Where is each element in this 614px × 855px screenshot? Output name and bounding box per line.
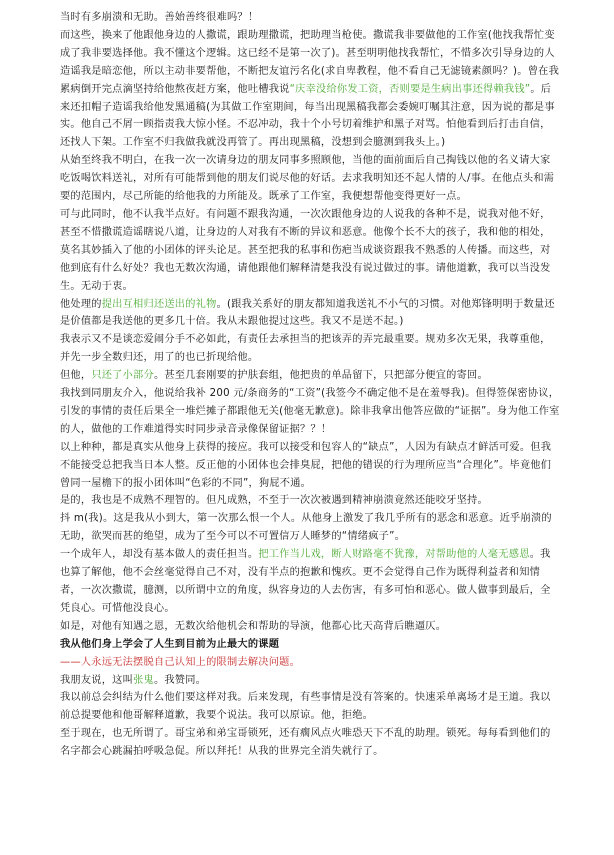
text-run: 。后来还扣帽子造谣我给他发黑通稿(为其做工作室期间，每当出现黑稿我都会委婉叮嘱其注意，因为说的都是事实。他自己不屑一顾指责我大惊小怪。不忍冲动，我十个小号切着维护和黑子对骂。怕他看到后打击自信，还找人下架。工作室不归我做我就没再管了。再出现黑稿，没想到会臆测到我头上。) <box>60 83 555 149</box>
text-run: 从始至终我不明白，在我一次一次请身边的朋友同事多照顾他，当他的面前面后自己掏钱以他的名义请大家吃饭喝饮料送礼，对所有可能帮到他的朋友们说尽他的好话。去求我明知还不起人情的人/事。在他点头和需要的范围内，尽己所能的给他我的力所能及。既承了工作室，我便想帮他变得更好一点。 <box>60 155 555 203</box>
paragraph <box>60 672 560 690</box>
paragraph <box>60 152 560 206</box>
paragraph <box>60 618 560 636</box>
text-run: 我以前总会纠结为什么他们要这样对我。后来发现，有些事情是没有答案的。快速采单离场才是王道。我以前总提要他和他哥解释道歉，我要个说法。我可以原谅。他，拒绝。 <box>60 692 551 722</box>
paragraph <box>60 492 560 510</box>
highlighted-text: “庆幸没给你发工资，否则要是生病出事还得赖我钱” <box>289 83 531 95</box>
text-run: 如是，对他有知遇之恩，无数次给他机会和帮助的导演，他都心比天高背后瞧逼仄。 <box>60 620 447 632</box>
paragraph <box>60 9 560 27</box>
lesson-quote: ——人永远无法摆脱自己认知上的限制去解决问题。 <box>60 656 301 668</box>
highlighted-text: 把工作当儿戏，断人财路毫不犹豫，对帮助他的人毫无感恩 <box>258 549 530 561</box>
paragraph <box>60 331 560 367</box>
text-run: 。我也算了解他，他不会丝毫觉得自己不对，没有半点的抱歉和愧疚。更不会觉得自己作为既得利益者和知情者，一次次撒谎，臆测，以所谓中立的角度，纵容身边的人去伤害，有多可怕和恶心。做人做事到最后，全凭良心。可惜他没良心。 <box>60 549 551 614</box>
paragraph <box>60 385 560 439</box>
text-run: 我表示又不是谈恋爱闹分手不必如此，有责任去承担当的把该弄的弄完最重要。规劝多次无果，我尊重他，并先一步全数归还，用了的也已折现给他。 <box>60 334 551 364</box>
text-run: 一个成年人，却没有基本做人的责任担当。 <box>60 549 259 561</box>
text-run: 他处理的 <box>60 298 102 310</box>
paragraph <box>60 296 560 332</box>
text-run: 。甚至几套刚要的护肤套组，他把贵的单品留下，只把部分便宜的寄回。 <box>153 370 488 382</box>
text-run: 。(跟我关系好的朋友都知道我送礼不小气的习惯。对他郑锋明明于数量还是价值都是我送他的更多几十倍。我从未跟他提过这些。我又不是送不起。) <box>60 298 555 328</box>
document-body <box>60 9 560 761</box>
paragraph <box>60 654 560 672</box>
paragraph <box>60 725 560 761</box>
paragraph <box>60 546 560 618</box>
paragraph <box>60 510 560 546</box>
text-run: 当时有多崩溃和无助。善始善终很难吗？！ <box>60 12 259 23</box>
text-run: 至于现在，也无所谓了。哥宝弟和弟宝哥锁死，还有瘸风点火唯恐天下不乱的助理。锁死。每每看到他们的名字都会心跳漏拍呼吸急促。所以拜托！从我的世界完全消失就行了。 <box>60 728 551 758</box>
text-run: 而这些，换来了他跟他身边的人撒谎，跟助理撒谎，把助理当枪使。撒谎我非要做他的工作室(他找我帮忙变成了我非要选择他。我不懂这个逻辑。这已经不是第一次了)。甚至明明他找我帮忙，不惜多次引导身边的人造谣我是暗恋他，所以主动非要帮他，不断把友谊污名化(求自卑教程，他不看自己无滤镜素颜吗？)。曾在我累病倒开完点滴坚持给他熬夜赶方案，他吐槽我说 <box>60 29 560 95</box>
paragraph <box>60 636 560 654</box>
text-run: 抖 m(我)。这是我从小到大，第一次那么恨一个人。从他身上激发了我几乎所有的恶念和恶意。近乎崩溃的无助，欲哭而甚的绝望，成为了至今可以不可置信万人睡梦的“情绪疯子”。 <box>60 513 552 543</box>
text-run: 但他， <box>60 370 92 382</box>
highlighted-text: 张鬼 <box>133 674 154 686</box>
highlighted-text: 只还了小部分 <box>91 370 154 382</box>
highlighted-text: 提出互相归还送出的礼物 <box>101 298 217 310</box>
text-run: 我找到同朋友介入，他说给我补 200 元/条商务的“工资”(我签今不确定他不是在羞辱我)。但得签保密协议，引发的事情的责任后果全一堆烂摊子都跟他无关(他毫无歉意)。除非我拿出他答应做的“证据”。身为他工作室的人，做他的工作难道得实时同步录音录像保留证据？？！ <box>60 388 560 435</box>
text-run: 是的，我也是不成熟不理智的。但凡成熟，不至于一次次被遇到精神崩溃竟然还能咬牙坚持。 <box>60 495 488 507</box>
paragraph <box>60 367 560 385</box>
paragraph <box>60 689 560 725</box>
text-run: 可与此同时，他不认我半点好。有问题不跟我沟通，一次次跟他身边的人说我的各种不是，说我对他不好，甚至不惜撒谎造谣瞎说八道，让身边的人对我有不断的异议和恶意。他像个长不大的孩子，我和他的相处，莫名其妙插入了他的小团体的评头论足。甚至把我的私事和伤疤当成谈资跟我不熟悉的人传播。而这些，对他到底有什么好处？我也无数次沟通，请他跟他们解释清楚我没有说过做过的事。请他道歉，我可以当没发生。无动于衷。 <box>60 208 551 292</box>
paragraph <box>60 206 560 296</box>
paragraph <box>60 27 560 152</box>
text-run: 以上种种，都是真实从他身上获得的接应。我可以接受和包容人的“缺点”，人因为有缺点才鲜活可爱。但我不能接受总把我当日本人整。反正他的小团体也会排臭屁，把他的错误的行为理所应当“合理化”。毕竟他们曾同一屋檐下的报小团体叫“色彩的不同”，狗屁不通。 <box>60 441 552 489</box>
paragraph <box>60 439 560 493</box>
text-run: 。我赞同。 <box>153 674 207 686</box>
text-run: 我朋友说，这叫 <box>60 674 134 686</box>
section-title: 我从他们身上学会了人生到目前为止最大的课题 <box>60 638 280 650</box>
